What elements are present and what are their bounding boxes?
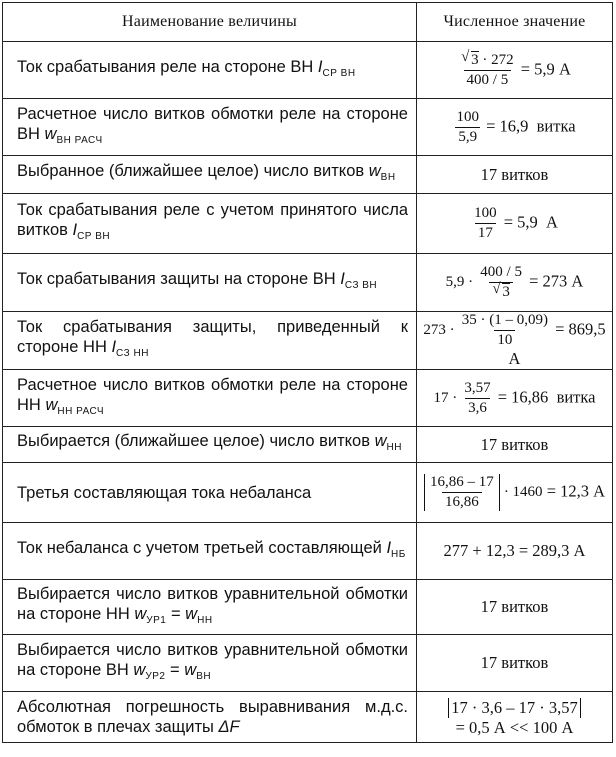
table-row xyxy=(3,254,613,312)
row-label: Выбирается число витков уравнительной обмотки на стороне ВН $w_{УР2} = w_{ВН}$ xyxy=(3,635,417,692)
table-row xyxy=(3,370,613,427)
row-value: 277 + 12,3 = 289,3 А xyxy=(417,523,613,580)
row-value: 17 витков xyxy=(417,427,613,463)
row-label: Ток срабатывания защиты, приведенный к стороне НН $I_{СЗ НН}$ xyxy=(3,312,417,370)
row-label: Выбирается (ближайшее целое) число витков $w_{НН}$ xyxy=(3,427,417,463)
row-value: 5,9 · 400 / 5 √ 3 = 273 А xyxy=(417,254,613,312)
row-label: Ток срабатывания реле на стороне ВН $I_{СР ВН}$ xyxy=(3,42,417,99)
row-label: Расчетное число витков обмотки реле на стороне ВН $w_{ВН РАСЧ}$ xyxy=(3,99,417,156)
table-header-row xyxy=(3,3,613,42)
column-header-value: Численное значение xyxy=(417,3,613,42)
row-value: 17 витков xyxy=(417,635,613,692)
row-label: Расчетное число витков обмотки реле на стороне НН $w_{НН РАСЧ}$ xyxy=(3,370,417,427)
table-row xyxy=(3,692,613,743)
row-label: Ток небаланса с учетом третьей составляющей $I_{НБ}$ xyxy=(3,523,417,580)
table-row xyxy=(3,580,613,635)
row-label: Выбирается число витков уравнительной обмотки на стороне НН $w_{УР1} = w_{НН}$ xyxy=(3,580,417,635)
row-label: Выбранное (ближайшее целое) число витков $w_{ВН}$ xyxy=(3,156,417,194)
table-row xyxy=(3,635,613,692)
row-value: 17 · $\frac{3,57}{3,6}$ = 16,86 витка xyxy=(417,370,613,427)
row-value: $\frac{100}{5,9}$ = 16,9 витка xyxy=(417,99,613,156)
table-row xyxy=(3,99,613,156)
table-row xyxy=(3,42,613,99)
parameter-table xyxy=(2,2,613,743)
row-label: Третья составляющая тока небаланса xyxy=(3,463,417,523)
row-value: √ 3 · 272 400 / 5 = 5,9 А xyxy=(417,42,613,99)
row-value: $\frac{16,86 - 17}{16,86}$ · 1460 = 12,3 А xyxy=(417,463,613,523)
row-value: $\frac{100}{17}$ = 5,9 А xyxy=(417,194,613,254)
table-row xyxy=(3,427,613,463)
column-header-name: Наименование величины xyxy=(3,3,417,42)
table-row xyxy=(3,194,613,254)
parameter-table-sheet xyxy=(2,2,612,743)
table-row xyxy=(3,156,613,194)
row-label: Ток срабатывания защиты на стороне ВН $I_{СЗ ВН}$ xyxy=(3,254,417,312)
table-row xyxy=(3,523,613,580)
table-row xyxy=(3,312,613,370)
row-value: 17 витков xyxy=(417,580,613,635)
row-value: 17 · 3,6 – 17 · 3,57 = 0,5 А << 100 А xyxy=(417,692,613,743)
row-label: Ток срабатывания реле с учетом принятого числа витков $I_{СР ВН}$ xyxy=(3,194,417,254)
row-value: 17 витков xyxy=(417,156,613,194)
row-label: Абсолютная погрешность выравнивания м.д.с. обмоток в плечах защиты ΔF xyxy=(3,692,417,743)
row-value: 273 · $\frac{35 \cdot (1 - 0,09)}{10}$ = 869,5 А xyxy=(417,312,613,370)
table-row xyxy=(3,463,613,523)
